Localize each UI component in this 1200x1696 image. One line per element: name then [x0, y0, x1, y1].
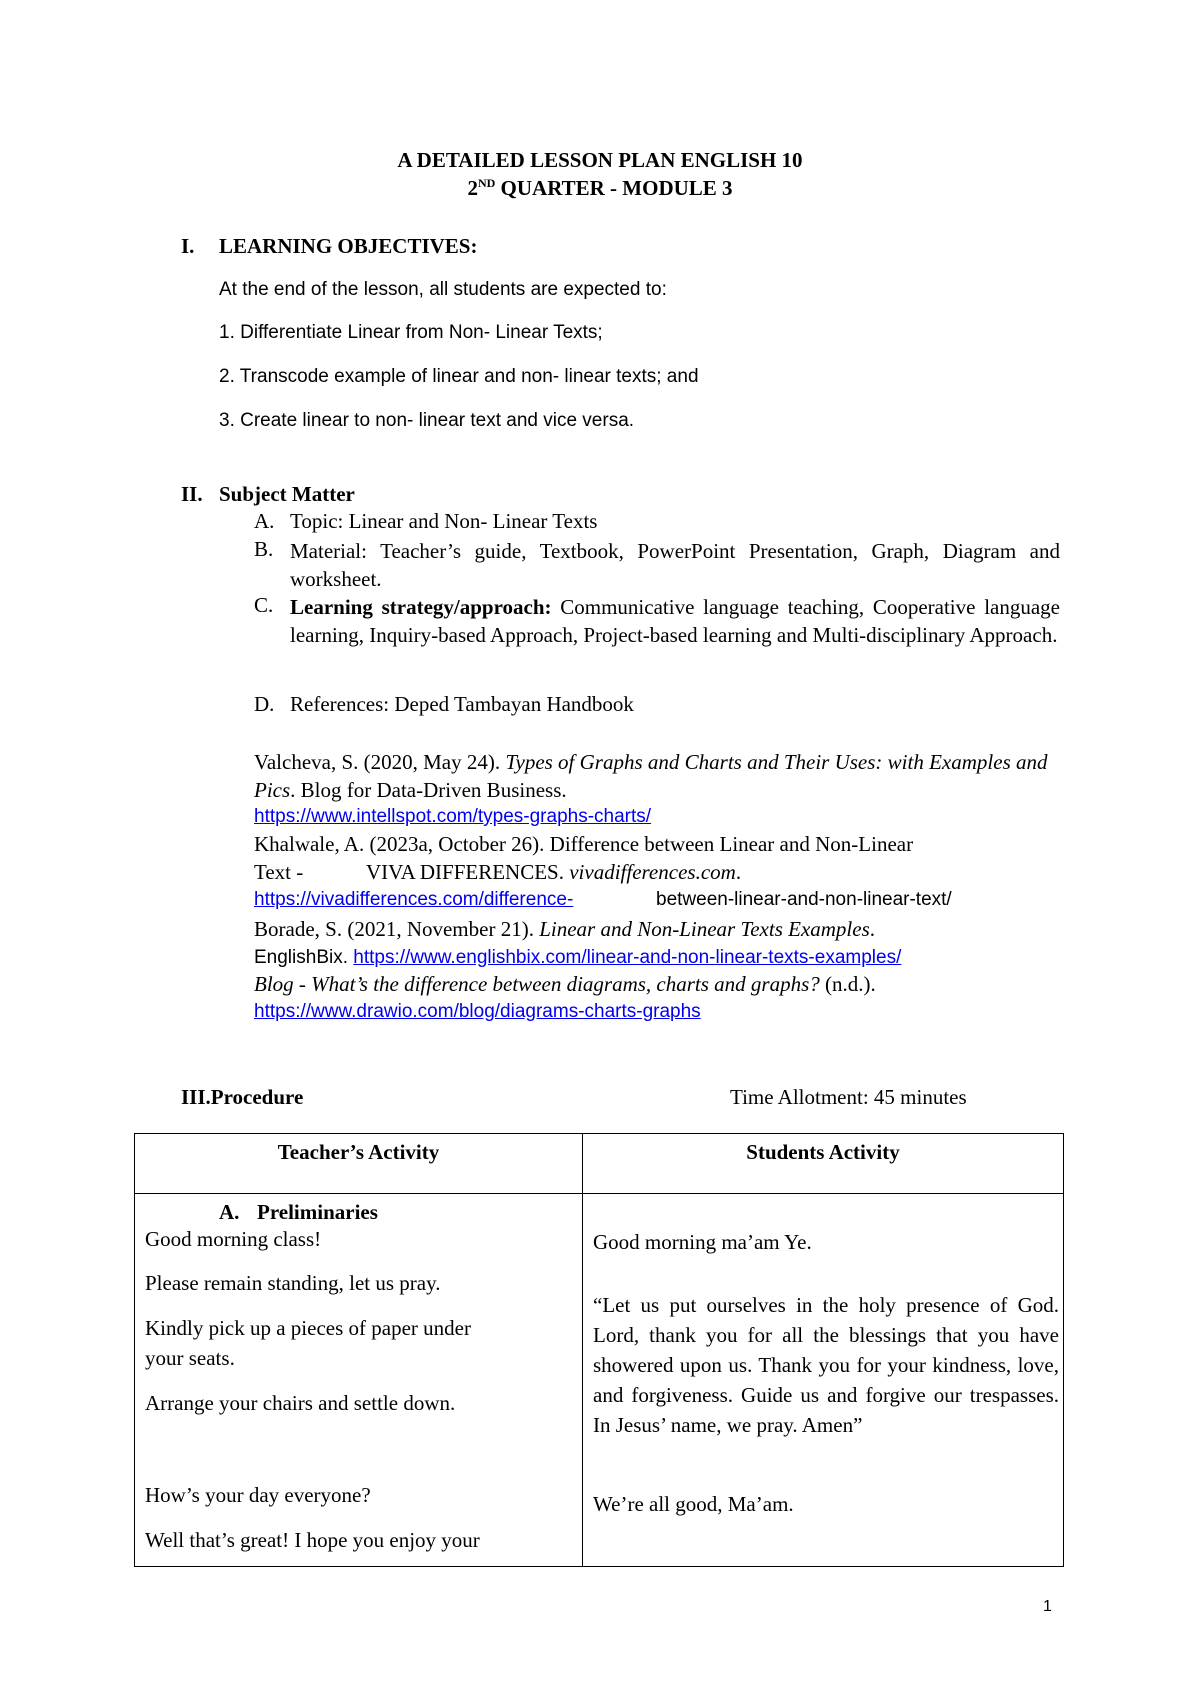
teacher-activity-cell [135, 1194, 583, 1567]
reference-4-date: (n.d.). [819, 972, 876, 996]
subject-topic: Topic: Linear and Non- Linear Texts [290, 509, 598, 533]
students-activity-cell [583, 1194, 1064, 1567]
reference-1 [254, 748, 1054, 804]
objectives-numeral: I. [181, 234, 195, 258]
teacher-line: Well that’s great! I hope you enjoy your [145, 1528, 480, 1552]
reference-3 [254, 917, 875, 942]
teacher-line: Please remain standing, let us pray. [145, 1271, 441, 1295]
reference-1-title: Types of Graphs and Charts and Their Uses: with Examples and Pics [254, 750, 1048, 802]
reference-2-dot: . [735, 860, 742, 884]
section-title: Preliminaries [257, 1200, 378, 1224]
teacher-line: Good morning class! [145, 1227, 322, 1251]
reference-2-link[interactable]: https://vivadifferences.com/difference- [254, 889, 574, 910]
reference-2-link-continued: between-linear-and-non-linear-text/ [656, 889, 952, 910]
objective-item-1: 1. Differentiate Linear from Non- Linear Texts; [219, 322, 603, 343]
document-title: A DETAILED LESSON PLAN ENGLISH 10 [397, 148, 803, 172]
subject-a-letter: A. [254, 509, 275, 533]
objective-item-2: 2. Transcode example of linear and non- linear texts; and [219, 366, 699, 387]
reference-2-line1: Khalwale, A. (2023a, October 26). Difference between Linear and Non-Linear [254, 832, 914, 856]
reference-3-author: Borade, S. (2021, November 21). [254, 917, 540, 941]
teacher-line: Kindly pick up a pieces of paper under [145, 1316, 471, 1340]
strategy-text: Communicative language teaching, Cooperative language learning, Inquiry-based Approach, Project-based learning and Multi-disciplinary Approach. [290, 595, 1060, 647]
subject-numeral: II. [181, 482, 203, 506]
reference-4-title: Blog - What’s the difference between diagrams, charts and graphs? [254, 972, 820, 996]
teacher-line: How’s your day everyone? [145, 1483, 371, 1507]
reference-1-author: Valcheva, S. (2020, May 24). [254, 750, 506, 774]
reference-2-site: vivadifferences.com [569, 860, 736, 884]
reference-1-link[interactable]: https://www.intellspot.com/types-graphs-charts/ [254, 806, 652, 827]
strategy-label: Learning strategy/approach: [290, 595, 552, 619]
reference-3-dot: . [869, 917, 876, 941]
reference-3-link[interactable]: https://www.englishbix.com/linear-and-non-linear-texts-examples/ [353, 947, 902, 968]
subtitle-rest: QUARTER - MODULE 3 [495, 176, 733, 200]
page-number: 1 [1043, 1598, 1052, 1615]
teacher-line: your seats. [145, 1346, 235, 1370]
document-subtitle [0, 176, 1200, 201]
procedure-heading: III.Procedure [181, 1085, 304, 1109]
student-prayer: “Let us put ourselves in the holy presence of God. Lord, thank you for all the blessings that you have showered upon us. Thank you for your kindness, love, and forgiveness. Guide us and forgive our trespasses. In Jesus’ name, we pray. Amen” [593, 1293, 1059, 1437]
table-row [135, 1194, 1064, 1567]
objectives-intro: At the end of the lesson, all students are expected to: [219, 279, 667, 300]
teacher-activity-header: Teacher’s Activity [135, 1134, 583, 1194]
reference-2-source [366, 860, 741, 885]
section-letter: A. [219, 1200, 240, 1224]
subject-references-label: References: Deped Tambayan Handbook [290, 692, 634, 716]
time-allotment: Time Allotment: 45 minutes [730, 1085, 967, 1109]
subject-material: Material: Teacher’s guide, Textbook, PowerPoint Presentation, Graph, Diagram and worksheet. [290, 539, 1060, 591]
student-line: Good morning ma’am Ye. [593, 1230, 812, 1254]
reference-3-title: Linear and Non-Linear Texts Examples [539, 917, 870, 941]
subtitle-number: 2 [467, 176, 478, 200]
subject-strategy [290, 593, 1060, 649]
reference-2-viva: VIVA DIFFERENCES. [366, 860, 570, 884]
reference-3-source-line [254, 944, 901, 969]
objective-item-3: 3. Create linear to non- linear text and vice versa. [219, 410, 635, 431]
reference-2-text-dash: Text - [254, 860, 304, 884]
table-header-row [135, 1134, 1064, 1194]
teacher-line: Arrange your chairs and settle down. [145, 1391, 456, 1415]
subject-d-letter: D. [254, 692, 275, 716]
objectives-heading: LEARNING OBJECTIVES: [219, 234, 478, 258]
reference-4-link[interactable]: https://www.drawio.com/blog/diagrams-charts-graphs [254, 1001, 701, 1022]
procedure-table [134, 1133, 1064, 1567]
student-line: We’re all good, Ma’am. [593, 1492, 794, 1516]
reference-1-source: . Blog for Data-Driven Business. [290, 778, 567, 802]
subject-heading: Subject Matter [219, 482, 355, 506]
reference-4 [254, 972, 876, 997]
students-activity-header: Students Activity [583, 1134, 1064, 1194]
subject-c-letter: C. [254, 593, 274, 617]
subtitle-superscript: ND [477, 176, 496, 190]
reference-3-source: EnglishBix. [254, 947, 354, 968]
subject-b-letter: B. [254, 537, 274, 561]
